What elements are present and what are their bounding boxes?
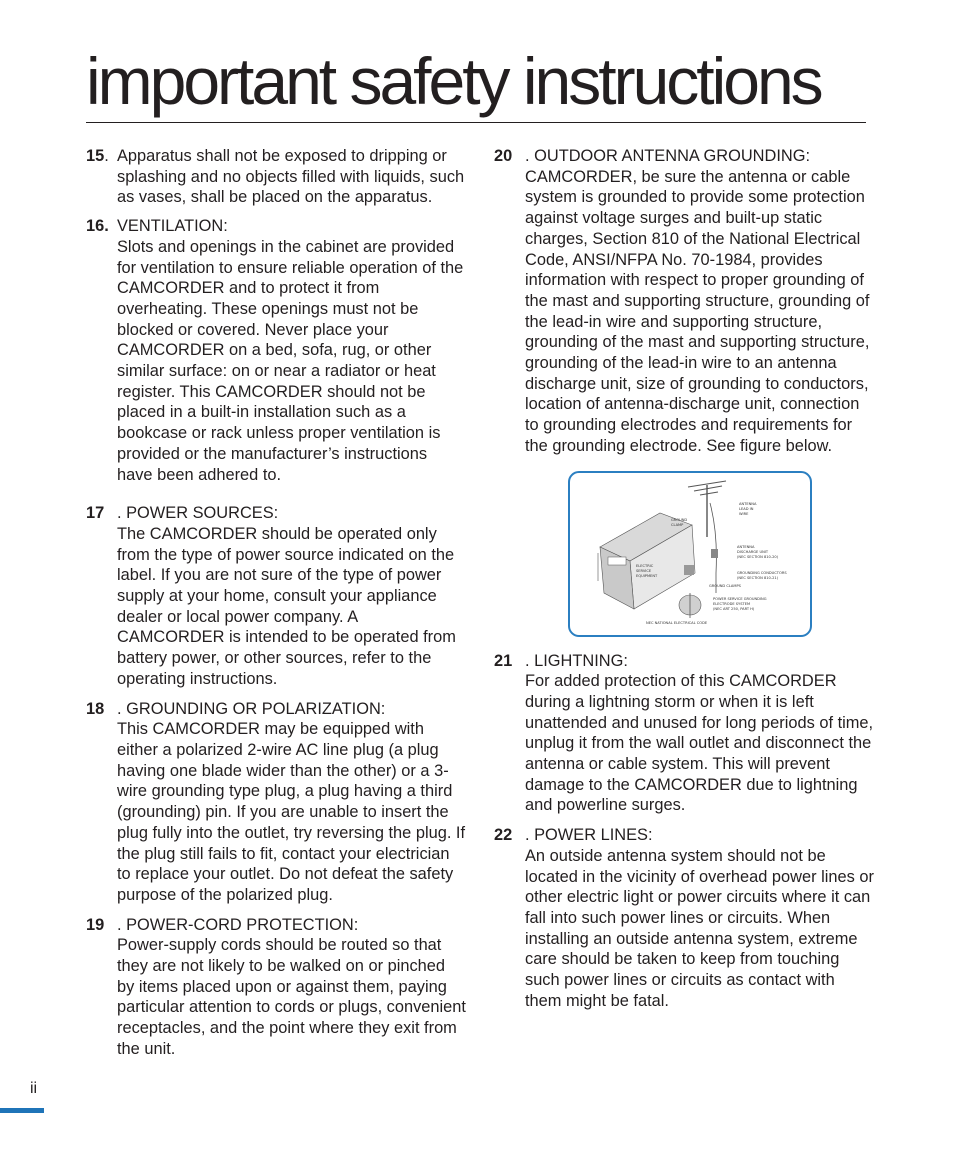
label-service-2: SERVICE: [636, 568, 652, 573]
item-22: [494, 825, 874, 1011]
item-number: 16.: [86, 217, 109, 236]
item-number: 18: [86, 699, 105, 718]
item-text: An outside antenna system should not be located in the vicinity of overhead power lines or other electric light or power circuits where it can fall into such power lines or circuits. When installing an outside antenna system, extreme care should be taken to keep from touching such power lines or circuits as contact with them might be fatal.: [525, 846, 874, 1010]
item-text: Slots and openings in the cabinet are provided for ventilation to ensure reliable operation of the CAMCORDER and to protect it from overheating. These openings must not be blocked or covered. Never place your CAMCORDER on a bed, sofa, rug, or other similar surface: on or near a radiator or heat register. This CAMCORDER should not be placed in a built-in installation such as a bookcase or rack unless proper ventilation is provided or the manufacturer’s instructions have been adhered to.: [117, 237, 464, 484]
label-conductors-1: GROUNDING CONDUCTORS: [737, 570, 787, 575]
antenna-grounding-diagram: [570, 473, 810, 635]
label-antenna-1: ANTENNA: [739, 501, 757, 506]
label-ground-clamps: GROUND CLAMPS: [709, 583, 741, 588]
item-text: Power-supply cords should be routed so that they are not likely to be walked on or pinched by items placed upon or against them, paying particular attention to cords or plugs, convenient receptacles, and the point where they exit from the unit.: [117, 936, 466, 1058]
item-16: [86, 216, 466, 485]
page-title: important safety instructions: [86, 44, 821, 118]
item-text: The CAMCORDER should be operated only from the type of power source indicated on the label. If you are not sure of the type of power supply at your home, consult your appliance dealer or local power company. A CAMCORDER is intended to be operated from battery power, or other sources, refer to the operating instructions.: [117, 524, 456, 688]
title-rule: [86, 122, 866, 123]
item-number: 17: [86, 504, 105, 523]
label-service-3: EQUIPMENT: [636, 573, 658, 578]
window: [608, 557, 626, 565]
item-heading: . POWER LINES:: [525, 826, 653, 845]
label-discharge-1: ANTENNA: [737, 544, 755, 549]
item-21: [494, 651, 874, 817]
item-17: [86, 503, 466, 689]
item-text: For added protection of this CAMCORDER during a lightning storm or when it is left unattended and unused for long periods of time, unplug it from the wall outlet and disconnect the antenna or cable system. This will prevent damage to the CAMCORDER due to lightning and powerline surges.: [525, 672, 874, 815]
page-number-bar: [0, 1108, 44, 1113]
item-heading: . GROUNDING OR POLARIZATION:: [117, 699, 386, 718]
label-antenna-2: LEAD IN: [739, 506, 754, 511]
item-18: [86, 699, 466, 906]
item-text: Apparatus shall not be exposed to dripping or splashing and no objects filled with liquids, such as vases, shall be placed on the apparatus.: [117, 147, 465, 207]
lead-in-wire: [710, 503, 716, 593]
label-discharge-3: (NEC SECTION 810-20): [737, 554, 779, 559]
label-conductors-2: (NEC SECTION 810-21): [737, 575, 779, 580]
item-heading: VENTILATION:: [117, 217, 228, 236]
item-number: 15.: [86, 147, 109, 165]
page-number: ii: [30, 1080, 38, 1097]
label-discharge-2: DISCHARGE UNIT: [737, 549, 769, 554]
label-ground-clamp-1: GROUND: [671, 517, 688, 522]
label-service-1: ELECTRIC: [636, 563, 654, 568]
label-ground-clamp-2: CLAMP: [671, 522, 684, 527]
label-nec: NEC NATIONAL ELECTRICAL CODE: [646, 620, 708, 625]
item-19: [86, 915, 466, 1060]
label-electrode-1: POWER SERVICE GROUNDING: [713, 596, 767, 601]
item-number: 19: [86, 915, 105, 934]
antenna-grounding-figure: [568, 471, 812, 637]
item-heading: . POWER SOURCES:: [117, 504, 279, 523]
item-15: [86, 146, 466, 208]
antenna-element: [700, 492, 718, 495]
item-heading: . LIGHTNING:: [525, 651, 628, 670]
item-20: [494, 146, 874, 457]
discharge-unit: [711, 549, 718, 558]
item-heading: . POWER-CORD PROTECTION:: [117, 915, 359, 934]
antenna-element: [694, 486, 722, 491]
item-text: CAMCORDER, be sure the antenna or cable system is grounded to provide some protection against voltage surges and built-up static charges, Section 810 of the National Electrical Code, ANSI/NFPA No. 70-1984, provides information with respect to proper grounding of the mast and supporting structure, grounding of the lead-in wire and supporting structure, grounding of the mast and supporting structure, grounding of the lead-in wire to an antenna discharge unit, size of grounding to conductors, location of antenna-discharge unit, connection to grounding electrodes and requirements for the grounding electrode. See figure below.: [525, 167, 870, 455]
item-number: 22: [494, 826, 513, 845]
right-column: [494, 146, 874, 1012]
left-column: [86, 146, 466, 1060]
item-text: This CAMCORDER may be equipped with either a polarized 2-wire AC line plug (a plug having one blade wider than the other) or a 3-wire grounding type plug, a plug having a third (grounding) pin. If you are unable to insert the plug fully into the outlet, try reversing the plug. If the plug still fails to fit, contact your electrician to replace your outlet. Do not defeat the safety purpose of the polarized plug.: [117, 720, 466, 904]
label-electrode-3: (NEC ART 250, PART H): [713, 606, 755, 611]
service-box: [684, 565, 694, 575]
item-number: 21: [494, 651, 513, 670]
label-antenna-3: WIRE: [739, 511, 749, 516]
label-electrode-2: ELECTRODE SYSTEM: [713, 601, 751, 606]
item-number: 20: [494, 147, 513, 165]
item-heading: . OUTDOOR ANTENNA GROUNDING:: [525, 147, 811, 165]
